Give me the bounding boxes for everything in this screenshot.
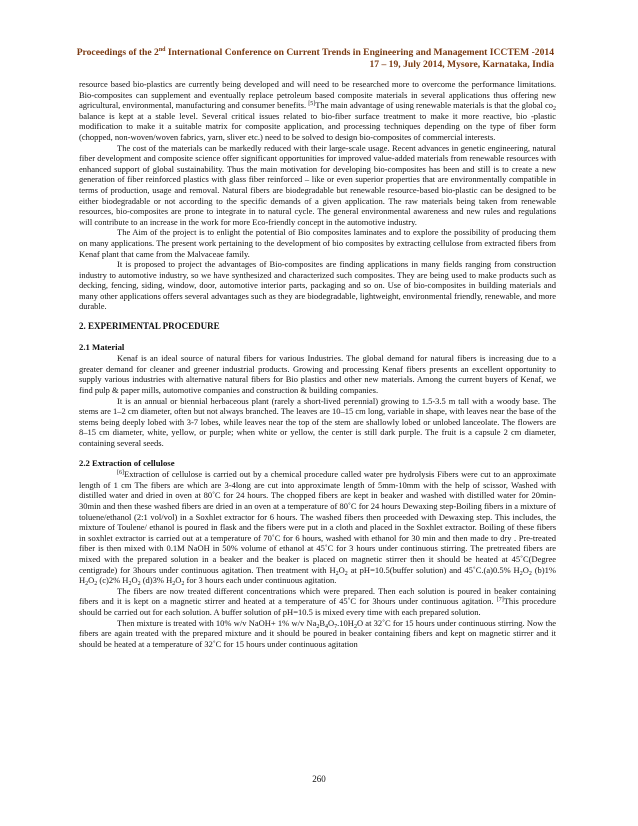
paragraph: The fibers are now treated different concentrations which were prepared. Then each solution is poured in beaker containing fibers and it is kept on a magnetic stirrer and heated at a temperature of 45˚C for 3hours under continuous agitation. [7]This procedure should be carried out for each solution. A buffer solution of pH=10.5 is mixed every time with each prepared solution. (79, 585, 556, 617)
section-heading: 2. EXPERIMENTAL PROCEDURE (79, 321, 220, 332)
citation: [6] (117, 470, 124, 477)
paragraph: The cost of the materials can be markedly reduced with their large-scale usage. Recent advances in genetic engineering, natural fiber development and composite science offer significant opportunities for improved value-added materials from renewable resources with enhanced support of global sustainability. Thus the main motivation for developing bio-composites has been and still is to create a new generation of fiber reinforced plastics with glass fiber reinforced – like or even superior properties that are environmentally compatible in terms of production, usage and removal. Natural fibers are biodegradable but renewable resource-based bio-plastic can be designed to be either biodegradable or not according to the specific demands of a given application. The raw materials being taken from renewable resources, bio-composites are prone to integrate in to natural cycle. The general environmental awareness and new rules and regulations will contribute to an increase in the work for more Eco-friendly concept in the automotive industry. (79, 142, 556, 227)
header-line-1: Proceedings of the 2nd International Conference on Current Trends in Engineering and Management ICCTEM -2014 (76, 47, 554, 58)
citation: [5] (308, 101, 316, 108)
header-line-2: 17 – 19, July 2014, Mysore, Karnataka, India (369, 59, 554, 70)
subsection-heading: 2.2 Extraction of cellulose (79, 457, 175, 468)
subsection-heading: 2.1 Material (79, 341, 125, 352)
citation: [7] (496, 597, 504, 604)
body-text (79, 79, 556, 649)
paragraph: Kenaf is an ideal source of natural fibers for various Industries. The global demand for natural fibers is increasing due to a greater demand for cleaner and greener industrial products. Growing and processing Kenaf fibers presents an excellent opportunity to supply various industries with alternative natural fibers for Bio plastics and other new materials. Among the current buyers of Kenaf, we find pulp & paper mills, automotive companies and construction & building companies. (79, 353, 556, 396)
running-header (74, 47, 554, 71)
paragraph: resource based bio-plastics are currently being developed and will need to be researched more to overcome the performance limitations. Bio-composites can supplement and eventually replace petroleum based composite materials in several applications thus offering new agricultural, environmental, manufacturing and consumer benefits. [5]The main advantage of using renewable materials is that the global $co_2$ balance is kept at a stable level. Several critical issues related to bio-fiber surface treatment to make it more reactive, bio -plastic modification to make it a suitable matrix for composite application, and processing techniques depending on the type of fiber form (chopped, non-woven/woven fabrics, yarn, sliver etc.) need to be solved to design bio-composites of commercial interests. (79, 79, 556, 142)
page-number: 260 (312, 774, 326, 784)
paragraph: The Aim of the project is to enlight the potential of Bio composites laminates and to explore the possibility of producing them on many applications. The present work pertaining to the development of bio composites by extracting cellulose from extracted fibers from Kenaf plant that came from the Malvaceae family. (79, 227, 556, 259)
paragraph: Then mixture is treated with 10% w/v NaOH+ 1% w/v $Na_2B_4O_7.10H_2O$ at 32˚C for 15 hours under continuous stirring. Now the fibers are again treated with the prepared mixture and it should be poured in beaker containing fibers and kept on magnetic stirrer and it should be heated at a temperature of 32˚C for 15 hours under continuous agitation (79, 617, 556, 649)
paragraph: It is an annual or biennial herbaceous plant (rarely a short-lived perennial) growing to 1.5-3.5 m tall with a woody base. The stems are 1–2 cm diameter, often but not always branched. The leaves are 10–15 cm long, variable in shape, with leaves near the base of the stems being deeply lobed with 3-7 lobes, while leaves near the top of the stem are shallowly lobed or unlobed lanceolate. The flowers are 8–15 cm diameter, white, yellow, or purple; when white or yellow, the center is still dark purple. The fruit is a capsule 2 cm diameter, containing several seeds. (79, 395, 556, 448)
paragraph: It is proposed to project the advantages of Bio-composites are finding applications in many fields ranging from construction industry to automotive industry, so we have synthesized and characterized such composites. They are being used to make products such as decking, fencing, siding, window, door, automotive interior parts, packaging and so on. Use of bio-composites in building materials and many other applications offers several advantages such as they are biodegradable, lightweight, environmental friendly, renewable, and more durable. (79, 259, 556, 312)
paragraph: [6]Extraction of cellulose is carried out by a chemical procedure called water pre hydrolysis Fibers were cut to an approximate length of 1 cm The fibers are which are 3-4long are cut into approximate length of 5mm-10mm with the help of scissor, Washed with distilled water and dried in oven at 80˚C for 24 hours. The chopped fibers are kept in beaker and washed with distilled water for 20min-30min and then these washed fibers are dried in an oven at a temperature of 80˚C for 24 hours Dewaxing step-Boiling fibers in a mixture of toluene/ethanol (2:1 vol/vol) in a Soxhlet extractor for 6 hours. The washed fibers then proceeded with Dewaxing step. This includes, the mixture of Toulene/ ethanol is poured in flask and the fibers were put in a cloth and placed in the Soxhlet extractor. Boiling of these fibers in soxhlet extractor is carried out at a temperature of 70˚C for 6 hours, washed with ethanol for 30 min and then made to dry . Pre-treated fiber is then mixed with 0.1M NaOH in 50% volume of ethanol at 45˚C for 3 hours under continuous stirring. The pretreated fibers are mixed with the prepared solution in a beaker and the beaker is placed on magnetic stirrer then it should be heated at 45˚C(Degree centigrade) for 3hours under continuous agitation. Then treatment with $H_2O_2$ at pH=10.5(buffer solution) and 45˚C.(a)0.5% $H_2O_2$ (b)1% $H_2O_2$ (c)2% $H_2O_2$ (d)3% $H_2O_2$ for 3 hours each under continuous agitation. (79, 469, 556, 588)
